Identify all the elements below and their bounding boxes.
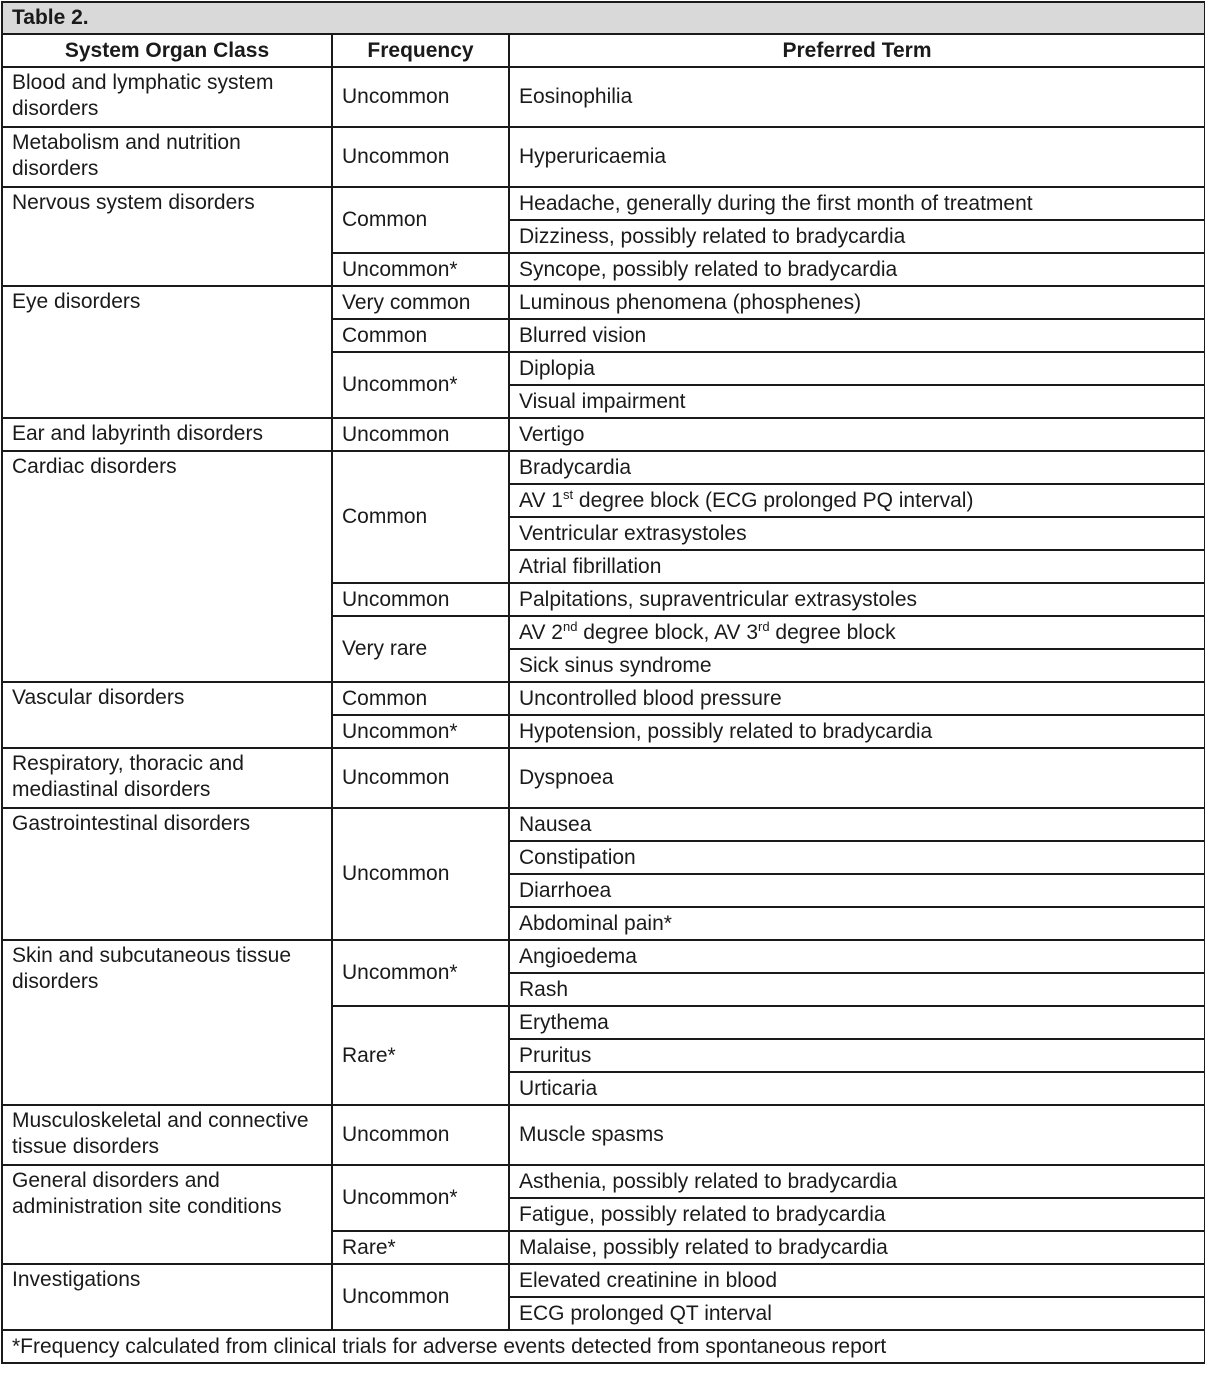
frequency-cell: Uncommon*	[332, 715, 509, 748]
footnote-row	[2, 1330, 1205, 1363]
table-caption: Table 2.	[2, 2, 1205, 34]
table-footnote: *Frequency calculated from clinical trials for adverse events detected from spontaneous report	[2, 1330, 1205, 1363]
preferred-term-cell: Uncontrolled blood pressure	[509, 682, 1205, 715]
ordinal-superscript: rd	[758, 618, 770, 634]
ordinal-superscript: st	[562, 486, 574, 502]
preferred-term-cell: Palpitations, supraventricular extrasystoles	[509, 583, 1205, 616]
system-organ-class-cell: Eye disorders	[2, 286, 332, 418]
preferred-term-cell: Dyspnoea	[509, 748, 1205, 808]
table-row	[2, 940, 1205, 973]
preferred-term-cell: Bradycardia	[509, 451, 1205, 484]
preferred-term-cell: Erythema	[509, 1006, 1205, 1039]
preferred-term-cell: Nausea	[509, 808, 1205, 841]
frequency-cell: Rare*	[332, 1231, 509, 1264]
preferred-term-cell: Ventricular extrasystoles	[509, 517, 1205, 550]
preferred-term-cell: Constipation	[509, 841, 1205, 874]
preferred-term-cell: AV 1st degree block (ECG prolonged PQ interval)	[509, 484, 1205, 517]
header-row	[2, 34, 1205, 67]
preferred-term-cell: AV 2nd degree block, AV 3rd degree block	[509, 616, 1205, 649]
frequency-cell: Uncommon	[332, 808, 509, 940]
preferred-term-cell: Atrial fibrillation	[509, 550, 1205, 583]
frequency-cell: Uncommon	[332, 418, 509, 451]
system-organ-class-cell: Metabolism and nutrition disorders	[2, 127, 332, 187]
system-organ-class-cell: Musculoskeletal and connective tissue disorders	[2, 1105, 332, 1165]
frequency-cell: Common	[332, 187, 509, 253]
preferred-term-cell: Luminous phenomena (phosphenes)	[509, 286, 1205, 319]
system-organ-class-cell: Ear and labyrinth disorders	[2, 418, 332, 451]
system-organ-class-cell: Respiratory, thoracic and mediastinal disorders	[2, 748, 332, 808]
table-row	[2, 127, 1205, 187]
frequency-cell: Uncommon	[332, 67, 509, 127]
frequency-cell: Uncommon	[332, 583, 509, 616]
system-organ-class-cell: Cardiac disorders	[2, 451, 332, 682]
table-row	[2, 67, 1205, 127]
system-organ-class-cell: Skin and subcutaneous tissue disorders	[2, 940, 332, 1105]
frequency-cell: Uncommon*	[332, 1165, 509, 1231]
system-organ-class-cell: Investigations	[2, 1264, 332, 1330]
header-frequency: Frequency	[332, 34, 509, 67]
ordinal-superscript: nd	[562, 618, 578, 634]
preferred-term-cell: Sick sinus syndrome	[509, 649, 1205, 682]
table-row	[2, 1165, 1205, 1198]
frequency-cell: Very rare	[332, 616, 509, 682]
preferred-term-cell: Asthenia, possibly related to bradycardia	[509, 1165, 1205, 1198]
preferred-term-cell: Abdominal pain*	[509, 907, 1205, 940]
header-preferred-term: Preferred Term	[509, 34, 1205, 67]
table-row	[2, 187, 1205, 220]
preferred-term-cell: Diplopia	[509, 352, 1205, 385]
preferred-term-cell: Malaise, possibly related to bradycardia	[509, 1231, 1205, 1264]
frequency-cell: Uncommon	[332, 1105, 509, 1165]
preferred-term-cell: Pruritus	[509, 1039, 1205, 1072]
table-row	[2, 418, 1205, 451]
system-organ-class-cell: Blood and lymphatic system disorders	[2, 67, 332, 127]
frequency-cell: Common	[332, 319, 509, 352]
system-organ-class-cell: Vascular disorders	[2, 682, 332, 748]
table-row	[2, 1264, 1205, 1297]
preferred-term-cell: Fatigue, possibly related to bradycardia	[509, 1198, 1205, 1231]
preferred-term-cell: Dizziness, possibly related to bradycardia	[509, 220, 1205, 253]
system-organ-class-cell: General disorders and administration site conditions	[2, 1165, 332, 1264]
preferred-term-cell: Syncope, possibly related to bradycardia	[509, 253, 1205, 286]
preferred-term-cell: Blurred vision	[509, 319, 1205, 352]
caption-row	[2, 2, 1205, 34]
frequency-cell: Uncommon*	[332, 352, 509, 418]
preferred-term-cell: ECG prolonged QT interval	[509, 1297, 1205, 1330]
frequency-cell: Common	[332, 682, 509, 715]
system-organ-class-cell: Gastrointestinal disorders	[2, 808, 332, 940]
adverse-reactions-table	[1, 1, 1205, 1364]
preferred-term-cell: Muscle spasms	[509, 1105, 1205, 1165]
table-row	[2, 748, 1205, 808]
frequency-cell: Uncommon*	[332, 940, 509, 1006]
table-body	[2, 67, 1205, 1330]
frequency-cell: Uncommon*	[332, 253, 509, 286]
preferred-term-cell: Angioedema	[509, 940, 1205, 973]
header-system-organ-class: System Organ Class	[2, 34, 332, 67]
preferred-term-cell: Urticaria	[509, 1072, 1205, 1105]
preferred-term-cell: Diarrhoea	[509, 874, 1205, 907]
frequency-cell: Very common	[332, 286, 509, 319]
table-row	[2, 808, 1205, 841]
preferred-term-cell: Visual impairment	[509, 385, 1205, 418]
frequency-cell: Common	[332, 451, 509, 583]
table-row	[2, 286, 1205, 319]
table-row	[2, 682, 1205, 715]
preferred-term-cell: Hypotension, possibly related to bradycardia	[509, 715, 1205, 748]
table-row	[2, 1105, 1205, 1165]
frequency-cell: Uncommon	[332, 1264, 509, 1330]
frequency-cell: Rare*	[332, 1006, 509, 1105]
system-organ-class-cell: Nervous system disorders	[2, 187, 332, 286]
preferred-term-cell: Eosinophilia	[509, 67, 1205, 127]
preferred-term-cell: Elevated creatinine in blood	[509, 1264, 1205, 1297]
preferred-term-cell: Headache, generally during the first month of treatment	[509, 187, 1205, 220]
preferred-term-cell: Vertigo	[509, 418, 1205, 451]
frequency-cell: Uncommon	[332, 748, 509, 808]
frequency-cell: Uncommon	[332, 127, 509, 187]
preferred-term-cell: Rash	[509, 973, 1205, 1006]
preferred-term-cell: Hyperuricaemia	[509, 127, 1205, 187]
table-row	[2, 451, 1205, 484]
